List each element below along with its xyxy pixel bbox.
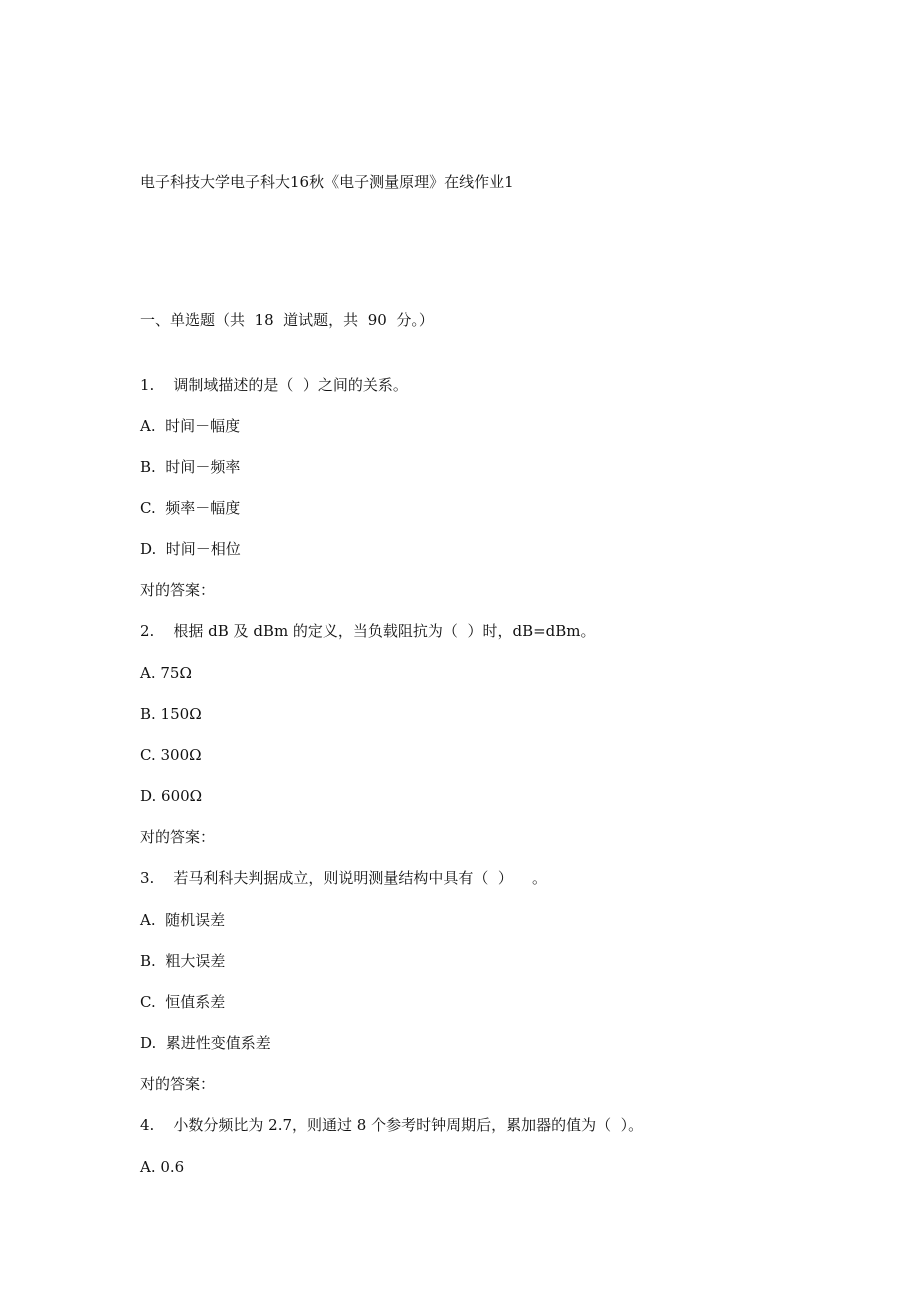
question-1-option-c: C. 频率－幅度 bbox=[140, 499, 241, 517]
question-3-option-b: B. 粗大误差 bbox=[140, 952, 226, 970]
page-title: 电子科技大学电子科大16秋《电子测量原理》在线作业1 bbox=[140, 173, 514, 191]
question-1-option-b: B. 时间－频率 bbox=[140, 458, 241, 476]
section-heading: 一、单选题（共 18 道试题，共 90 分。） bbox=[140, 311, 434, 329]
question-4-option-a: A. 0.6 bbox=[140, 1158, 185, 1176]
question-1-option-d: D. 时间－相位 bbox=[140, 540, 241, 558]
question-3-stem: 3. 若马利科夫判据成立，则说明测量结构中具有（ ） 。 bbox=[140, 869, 547, 887]
question-2-option-d: D. 600Ω bbox=[140, 787, 203, 805]
question-1-option-a: A. 时间－幅度 bbox=[140, 417, 241, 435]
question-3-option-d: D. 累进性变值系差 bbox=[140, 1034, 271, 1052]
question-2-option-b: B. 150Ω bbox=[140, 705, 202, 723]
question-3-option-a: A. 随机误差 bbox=[140, 911, 226, 929]
question-2-option-a: A. 75Ω bbox=[140, 664, 192, 682]
question-2-option-c: C. 300Ω bbox=[140, 746, 202, 764]
question-1-answer-label: 对的答案： bbox=[140, 581, 216, 599]
question-2-stem: 2. 根据 dB 及 dBm 的定义，当负载阻抗为（ ）时，dB=dBm。 bbox=[140, 622, 596, 640]
question-3-option-c: C. 恒值系差 bbox=[140, 993, 226, 1011]
question-1-stem: 1. 调制域描述的是（ ）之间的关系。 bbox=[140, 376, 408, 394]
question-4-stem: 4. 小数分频比为 2.7，则通过 8 个参考时钟周期后，累加器的值为（ ）。 bbox=[140, 1116, 644, 1134]
question-3-answer-label: 对的答案： bbox=[140, 1075, 216, 1093]
question-2-answer-label: 对的答案： bbox=[140, 828, 216, 846]
